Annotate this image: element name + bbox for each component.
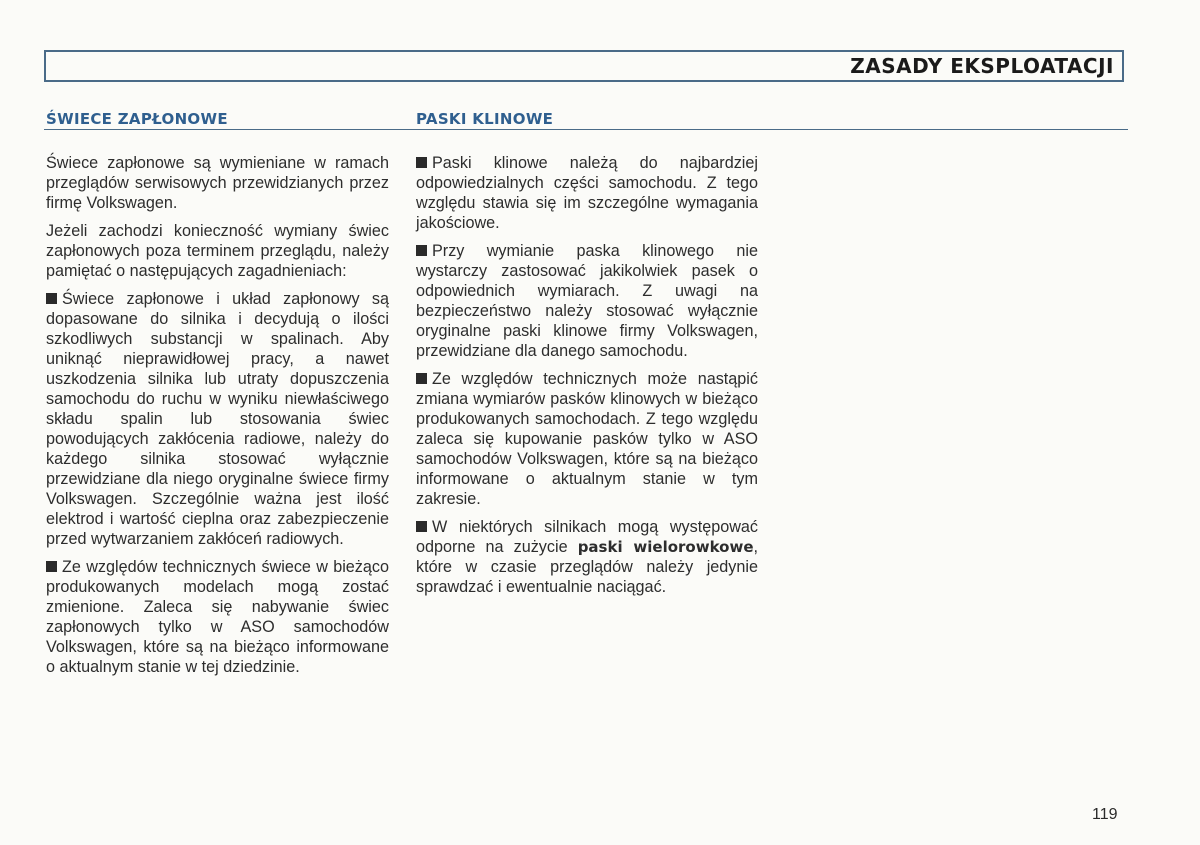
paragraph-text: , które w czasie przeglądów należy jedynie sprawdzać i ewentualnie naciągać. bbox=[416, 538, 758, 596]
spark-plugs-column bbox=[46, 153, 389, 685]
emphasis-term: paski wielorowkowe bbox=[577, 538, 754, 556]
paragraph bbox=[416, 241, 758, 361]
paragraph-text: Przy wymianie paska klinowego nie wystarczy zastosować jakikolwiek pasek o odpowiednich wymiarach. Z uwagi na bezpieczeństwo należy stosować wyłącznie oryginalne paski klinowe firmy Volkswagen, przewidziane dla danego samochodu. bbox=[416, 242, 758, 360]
page-number: 119 bbox=[1092, 806, 1118, 823]
paragraph bbox=[416, 517, 758, 597]
paragraph-text: Ze względów technicznych świece w bieżąco produkowanych modelach mogą zostać zmienione. Zaleca się nabywanie świec zapłonowych tylko w ASO samochodów Volkswagen, które są na bieżąco informowane o aktualnym stanie w tej dziedzinie. bbox=[46, 558, 389, 676]
paragraph-text: W niektórych silnikach mogą występować odporne na zużycie bbox=[416, 518, 758, 556]
section-heading-spark-plugs: ŚWIECE ZAPŁONOWE bbox=[46, 110, 228, 128]
paragraph-text: Ze względów technicznych może nastąpić zmiana wymiarów pasków klinowych w bieżąco produkowanych samochodach. Z tego względu zaleca się kupowanie pasków tylko w ASO samochodów Volkswagen, które są na bieżąco informowane o aktualnym stanie w tym zakresie. bbox=[416, 370, 758, 508]
square-bullet-icon bbox=[46, 293, 57, 304]
square-bullet-icon bbox=[416, 373, 427, 384]
paragraph bbox=[46, 557, 389, 677]
square-bullet-icon bbox=[416, 521, 427, 532]
paragraph bbox=[416, 153, 758, 233]
paragraph-text: Świece zapłonowe i układ zapłonowy są dopasowane do silnika i decydują o ilości szkodliwych substancji w spalinach. Aby uniknąć nieprawidłowej pracy, a nawet uszkodzenia silnika lub utraty dopuszczenia samochodu do ruchu w wyniku niewłaściwego składu spalin lub stosowania świec powodujących zakłócenia radiowe, należy do każdego silnika stosować wyłącznie przewidziane dla niego oryginalne świece firmy Volkswagen. Szczególnie ważna jest ilość elektrod i wartość cieplna oraz zabezpieczenie przed wytwarzaniem zakłóceń radiowych. bbox=[46, 290, 389, 548]
paragraph: Świece zapłonowe są wymieniane w ramach przeglądów serwisowych przewidzianych przez firmę Volkswagen. bbox=[46, 154, 389, 212]
section-heading-v-belts: PASKI KLINOWE bbox=[416, 110, 554, 128]
square-bullet-icon bbox=[416, 245, 427, 256]
square-bullet-icon bbox=[416, 157, 427, 168]
paragraph: Jeżeli zachodzi konieczność wymiany świec zapłonowych poza terminem przeglądu, należy pamiętać o następujących zagadnieniach: bbox=[46, 222, 389, 280]
paragraph bbox=[416, 369, 758, 509]
square-bullet-icon bbox=[46, 561, 57, 572]
chapter-header bbox=[44, 50, 1124, 82]
v-belts-column bbox=[416, 153, 758, 605]
paragraph bbox=[46, 289, 389, 549]
chapter-title: ZASADY EKSPLOATACJI bbox=[850, 54, 1114, 78]
section-divider bbox=[44, 129, 1128, 130]
paragraph-text: Paski klinowe należą do najbardziej odpowiedzialnych części samochodu. Z tego względu stawia się im szczególne wymagania jakościowe. bbox=[416, 154, 758, 232]
